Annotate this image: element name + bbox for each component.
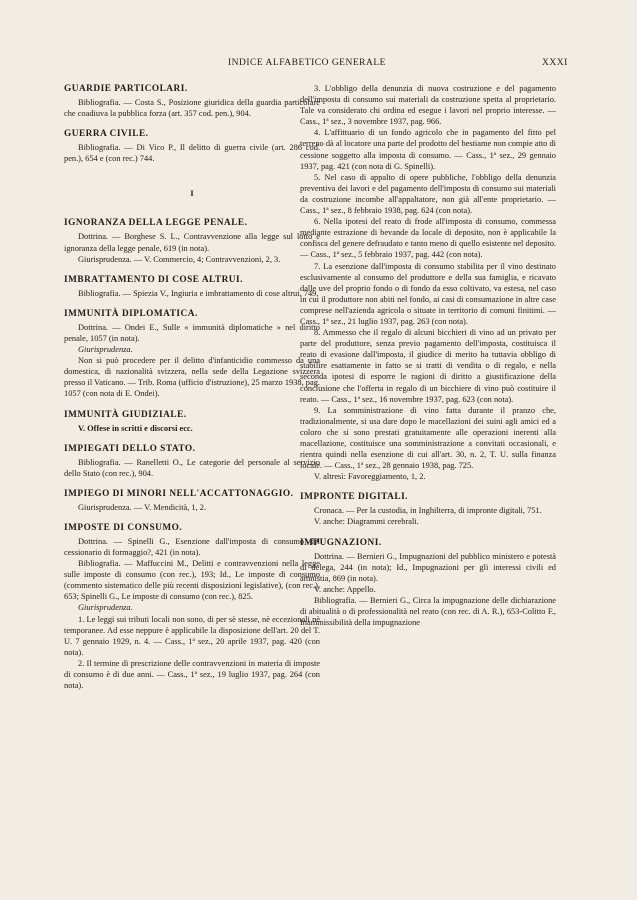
entry-text: Bibliografia. — Spiezia V., Ingiuria e imbrattamento di cose altrui, 749.	[78, 288, 319, 298]
entry-heading-impugnazioni: IMPUGNAZIONI.	[300, 537, 382, 548]
entry-heading-impronte: IMPRONTE DIGITALI.	[300, 492, 409, 503]
entry-heading-guardie: GUARDIE PARTICOLARI.	[64, 84, 188, 94]
entry-label: Giurisprudenza.	[78, 345, 133, 355]
entry-text: Bibliografia. — Costa S., Posizione giuridica della guardia particolare che coadiuva la pubblica forza (art. 357 cod. pen.), 904.	[64, 98, 320, 119]
entry-text: Dottrina. — Bernieri G., Impugnazioni del pubblico ministero e potestà di delega, 244 (in nota); Id., Impugnazioni per gli interessi civili ed amnistia, 869 (in nota).	[300, 551, 556, 583]
entry-text: V. anche: Diagrammi cerebrali.	[314, 517, 419, 527]
entry-heading-immunita-giudiziale: IMMUNITÀ GIUDIZIALE.	[64, 409, 187, 420]
entry-text: 8. Ammesso che il regalo di alcuni bicchieri di vino ad un privato per parte del produttore, senza previo pagamento dell'imposta, costituisca il reato di evasione dall'imposta, il giudice di merito ha tuttavia obbligo di stabilire esattamente in fatto se si tratti di vendita o di regalo, e nella seconda ipotesi di esporre le ragioni di diritto a giustificazione della conclusione che l'offerta in regalo di un bicchiere di vino può costituire il reato. — Cass., 1ª sez., 16 novembre 1937, pag. 623 (con nota).	[300, 328, 556, 404]
entry-heading-guerra: GUERRA CIVILE.	[64, 129, 149, 140]
entry-heading-ignoranza: IGNORANZA DELLA LEGGE PENALE.	[64, 218, 248, 229]
entry-text: Bibliografia. — Maffuccini M., Delitti e contravvenzioni nella legge sulle imposte di consumo (con rec.), 193; Id., Le imposte di consumo (commento sistematico delle più recenti disposizioni legislative), (con rec.), 653; Spinelli G., Le imposte di consumo (con rec.), 825.	[64, 559, 320, 602]
entry-text: Cronaca. — Per la custodia, in Inghilterra, di impronte digitali, 751.	[314, 506, 542, 516]
entry-text: V. anche: Appello.	[314, 584, 376, 594]
entry-text: 9. La somministrazione di vino fatta durante il pranzo che, tradizionalmente, si usa dare dopo le macellazioni dei suini agli amici ed a coloro che si sono prestati gratuitamente alle operazioni inerenti alla macellazione, costituisce una somministrazione a convitati occasionali, e rientra quindi nella esenzione di cui all'art. 30, n. 2, T. U. sulla finanza locale. — Cass., 1ª sez., 28 gennaio 1938, pag. 725.	[300, 405, 556, 471]
page-header	[0, 58, 637, 72]
entry-text: Dottrina. — Borghese S. L., Contravvenzione alla legge sul lotto e ignoranza della legge penale, 619 (in nota).	[64, 232, 320, 253]
entry-text: Bibliografia. — Bernieri G., Circa la impugnazione delle dichiarazione di abitualità o di professionalità nel reato (con rec. di A. R.), 653-Colitto F., Inammissibilità della impugnazione	[300, 595, 556, 628]
entry-text: Bibliografia. — Ranelletti O., Le categorie del personale al servizio dello Stato (con rec.), 904.	[64, 457, 320, 478]
entry-text: Dottrina. — Ondei E., Sulle « immunità diplomatiche » nel diritto penale, 1057 (in nota).	[64, 322, 320, 343]
entry-text: 5. Nel caso di appalto di opere pubbliche, l'obbligo della denunzia preventiva dei lavori e del pagamento dell'imposta di consumo sui materiali da costruzione incombe all'appaltatore, non già all'ente proprietario. — Cass., 1ª sez., 8 febbraio 1938, pag. 624 (con nota).	[300, 172, 556, 216]
entry-text: 1. Le leggi sui tributi locali non sono, di per sè stesse, nè eccezionali nè temporanee. Ad esse neppure è applicabile la disposizione dell'art. 20 del T. U. 7 gennaio 1929, n. 4. — Cass., 1ª sez., 20 aprile 1937, pag. 420 (con nota).	[64, 614, 320, 657]
entry-text: Giurisprudenza. — V. Commercio, 4; Contravvenzioni, 2, 3.	[78, 254, 281, 264]
entry-text: V. Offese in scritti e discorsi ecc.	[78, 423, 193, 433]
entry-heading-immunita-diplomatica: IMMUNITÀ DIPLOMATICA.	[64, 308, 198, 319]
entry-text: 4. L'affittuario di un fondo agricolo che in pagamento del fitto pel terreno dà al locatore una parte del prodotto del bestiame non compie atto di cessione soggetto alla imposta di consumo. — Cass., 1ª sez., 29 gennaio 1937, pag. 421 (con nota di G. Spinelli).	[300, 128, 556, 171]
left-column	[64, 83, 320, 691]
entry-text: Bibliografia. — Di Vico P., Il delitto di guerra civile (art. 286 cod. pen.), 654 e (con rec.) 744.	[64, 143, 320, 164]
running-title: INDICE ALFABETICO GENERALE	[228, 58, 386, 68]
entry-text: 6. Nella ipotesi del reato di frode all'imposta di consumo, commessa mediante estrazione di bevande da locale di deposito, non è applicabile la confisca del genere defraudato e tanto meno di quello esistente nel deposito. — Cass., 1ª sez., 5 febbraio 1937, pag. 442 (con nota).	[300, 217, 556, 260]
entry-text: 3. L'obbligo della denunzia di nuova costruzione e del pagamento dell'imposta di consumo sui materiali da costruzione spetta al proprietario. Tale va considerato chi ordina ed esegue i lavori nel proprio interesse. — Cass., 1ª sez., 3 novembre 1937, pag. 966.	[300, 84, 556, 127]
entry-text: 2. Il termine di prescrizione delle contravvenzioni in materia di imposte di consumo è di due anni. — Cass., 1ª sez., 19 luglio 1937, pag. 264 (con nota).	[64, 658, 320, 691]
entry-heading-impiego-minori: IMPIEGO DI MINORI NELL'ACCATTONAGGIO.	[64, 488, 294, 499]
entry-text: Non si può procedere per il delitto d'infanticidio commesso da una domestica, di nazionalità svizzera, nella sede della Legazione svizzera presso il Vaticano. — Trib. Roma (ufficio d'istruzione), 25 marzo 1938, pag. 1057 (con nota di E. Ondei).	[64, 356, 320, 399]
entry-text: V. altresì: Favoreggiamento, 1, 2.	[314, 472, 426, 482]
entry-text: Giurisprudenza. — V. Mendicità, 1, 2.	[78, 502, 207, 512]
section-letter: I	[190, 189, 194, 199]
entry-text: 7. La esenzione dall'imposta di consumo stabilita per il vino destinato esclusivamente al consumo del produttore e della sua famiglia, e ricavato dalle uve del proprio fondo o di fondo da esso coltivato, va estesa, nel caso in cui il produttore non abiti nel fondo, ai casi di consumazione in altre case comprese nell'azienda agricola o situate in territorio di comuni finitimi. — Cass., 1ª sez., 21 luglio 1937, pag. 263 (con nota).	[300, 261, 556, 326]
entry-heading-imposte-consumo: IMPOSTE DI CONSUMO.	[64, 522, 183, 533]
entry-heading-impiegati: IMPIEGATI DELLO STATO.	[64, 443, 196, 454]
entry-label: Giurisprudenza.	[78, 603, 133, 613]
entry-text: Dottrina. — Spinelli G., Esenzione dall'imposta di consumo del cessionario di formaggio?, 421 (in nota).	[64, 536, 320, 557]
page-number: XXXI	[542, 58, 568, 68]
entry-heading-imbrattamento: IMBRATTAMENTO DI COSE ALTRUI.	[64, 274, 243, 285]
right-column	[300, 83, 556, 628]
